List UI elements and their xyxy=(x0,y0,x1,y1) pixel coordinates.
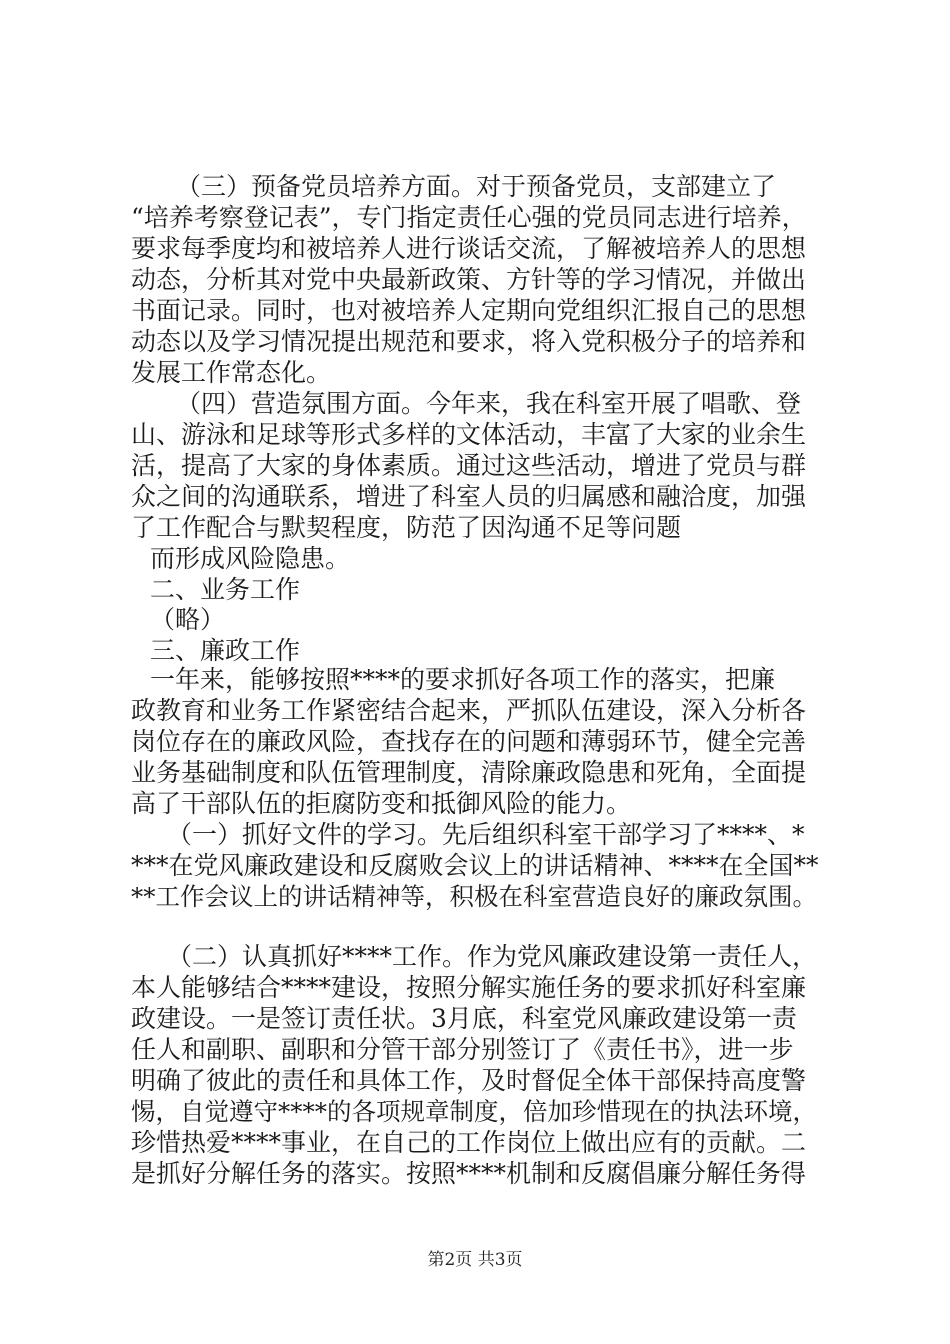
text-line: （四）营造氛围方面。今年来，我在科室开展了唱歌、登 xyxy=(176,389,802,418)
text-line: 珍惜热爱****事业，在自己的工作岗位上做出应有的贡献。二 xyxy=(131,1128,807,1157)
text-line: （略） xyxy=(150,605,226,634)
text-line: 要求每季度均和被培养人进行谈话交流，了解被培养人的思想 xyxy=(131,234,807,263)
text-line: 众之间的沟通联系，增进了科室人员的归属感和融洽度，加强 xyxy=(131,482,807,511)
text-line: 政建设。一是签订责任状。3月底，科室党风廉政建设第一责 xyxy=(131,1004,797,1033)
text-line: 而形成风险隐患。 xyxy=(150,544,351,573)
text-line: 惕，自觉遵守****的各项规章制度，倍加珍惜现在的执法环境， xyxy=(131,1097,817,1126)
text-line: **工作会议上的讲话精神等，积极在科室营造良好的廉政氛围。 xyxy=(131,882,817,911)
text-line: 业务基础制度和队伍管理制度，清除廉政隐患和死角，全面提 xyxy=(131,758,807,787)
text-line: （三）预备党员培养方面。对于预备党员，支部建立了 xyxy=(176,172,777,201)
page-footer: 第2页 共3页 xyxy=(427,1250,523,1270)
text-line: 本人能够结合****建设，按照分解实施任务的要求抓好科室廉 xyxy=(131,973,807,1002)
text-line: 是抓好分解任务的落实。按照****机制和反腐倡廉分解任务得 xyxy=(131,1159,807,1188)
text-line: 发展工作常态化。 xyxy=(131,358,332,387)
text-line: 动态，分析其对党中央最新政策、方针等的学习情况，并做出 xyxy=(131,265,807,294)
text-line: 书面记录。同时，也对被培养人定期向党组织汇报自己的思想 xyxy=(131,296,807,325)
text-line: 岗位存在的廉政风险，查找存在的问题和薄弱环节，健全完善 xyxy=(131,727,807,756)
text-line: 任人和副职、副职和分管干部分别签订了《责任书》，进一步 xyxy=(131,1035,794,1064)
text-line: 明确了彼此的责任和具体工作，及时督促全体干部保持高度警 xyxy=(131,1066,807,1095)
section-heading: 三、廉政工作 xyxy=(150,636,301,665)
text-line: 活，提高了大家的身体素质。通过这些活动，增进了党员与群 xyxy=(131,451,807,480)
text-line: “培养考察登记表”，专门指定责任心强的党员同志进行培养， xyxy=(131,203,807,232)
text-line: 山、游泳和足球等形式多样的文体活动，丰富了大家的业余生 xyxy=(131,420,807,449)
section-heading: 二、业务工作 xyxy=(150,575,301,604)
text-line: 政教育和业务工作紧密结合起来，严抓队伍建设，深入分析各 xyxy=(131,696,807,725)
text-line: 一年来，能够按照****的要求抓好各项工作的落实，把廉 xyxy=(150,665,776,694)
text-line: 动态以及学习情况提出规范和要求，将入党积极分子的培养和 xyxy=(131,327,807,356)
text-line: 高了干部队伍的拒腐防变和抵御风险的能力。 xyxy=(131,789,632,818)
text-line: 了工作配合与默契程度，防范了因沟通不足等问题 xyxy=(131,513,682,542)
text-line: （二）认真抓好****工作。作为党风廉政建设第一责任人， xyxy=(167,942,818,971)
text-line: （一）抓好文件的学习。先后组织科室干部学习了****、* xyxy=(167,820,805,849)
text-line: ***在党风廉政建设和反腐败会议上的讲话精神、****在全国** xyxy=(131,851,819,880)
